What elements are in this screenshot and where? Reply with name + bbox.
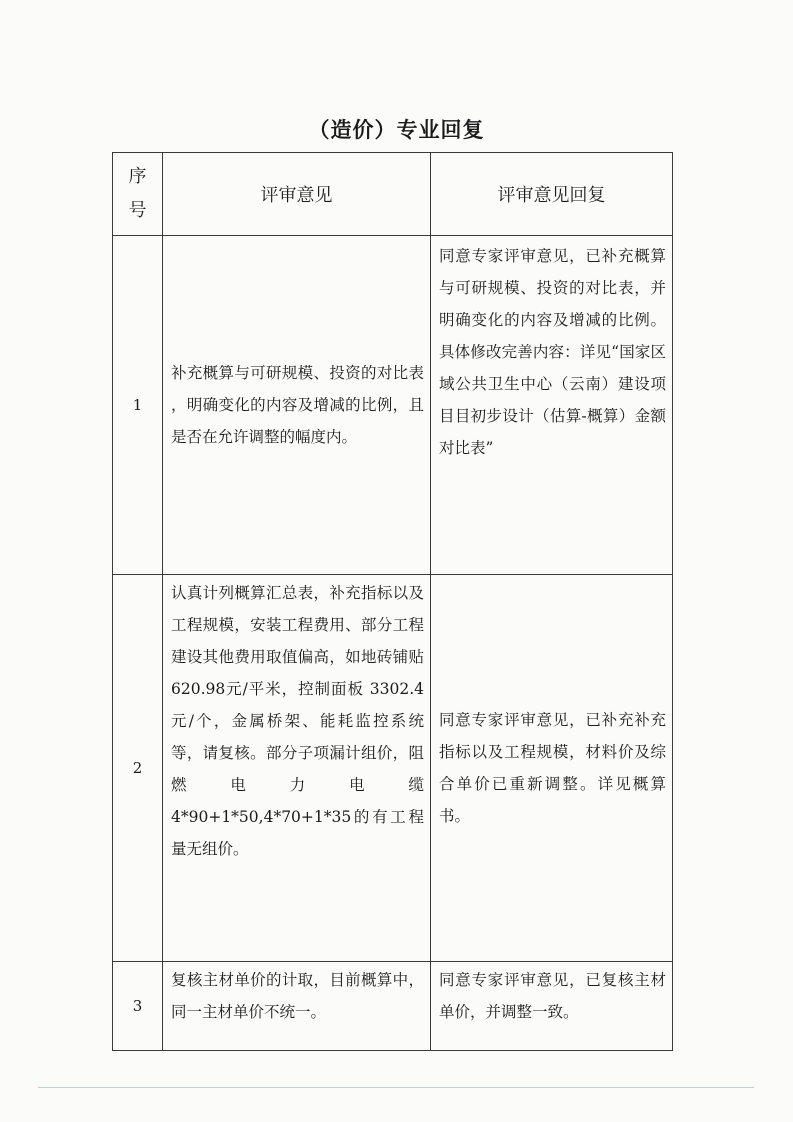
header-seq-line2: 号 <box>128 200 147 221</box>
row-opinion: 复核主材单价的计取，目前概算中，同一主材单价不统一。 <box>163 962 431 1051</box>
table-header-row <box>113 153 673 236</box>
header-reply: 评审意见回复 <box>431 153 673 236</box>
row-opinion: 补充概算与可研规模、投资的对比表 ，明确变化的内容及增减的比例，且是否在允许调整的幅度内。 <box>163 236 431 575</box>
row-seq: 3 <box>113 962 163 1051</box>
row-reply: 同意专家评审意见，已补充补充指标以及工程规模，材料价及综合单价已重新调整。详见概算书。 <box>431 575 673 962</box>
header-seq <box>113 153 163 236</box>
row-seq: 2 <box>113 575 163 962</box>
footer-divider <box>38 1087 754 1088</box>
header-opinion: 评审意见 <box>163 153 431 236</box>
header-seq-line1: 序 <box>128 166 147 187</box>
row-seq: 1 <box>113 236 163 575</box>
row-reply: 同意专家评审意见，已补充概算与可研规模、投资的对比表，并明确变化的内容及增减的比例。具体修改完善内容：详见“国家区域公共卫生中心（云南）建设项目目初步设计（估算-概算）金额对比表” <box>431 236 673 575</box>
table-row <box>113 236 673 575</box>
row-opinion: 认真计列概算汇总表，补充指标以及工程规模，安装工程费用、部分工程建设其他费用取值偏高，如地砖铺贴620.98元/平米，控制面板 3302.4元/个，金属桥架、能耗监控系统等，请复核。部分子项漏计组价，阻燃电力电缆4*90+1*50,4*70+1*35的有工程量无组价。 <box>163 575 431 962</box>
row-reply: 同意专家评审意见，已复核主材单价，并调整一致。 <box>431 962 673 1051</box>
table-row <box>113 962 673 1051</box>
page-title: （造价）专业回复 <box>308 118 485 142</box>
review-table <box>112 152 673 1051</box>
table-row <box>113 575 673 962</box>
